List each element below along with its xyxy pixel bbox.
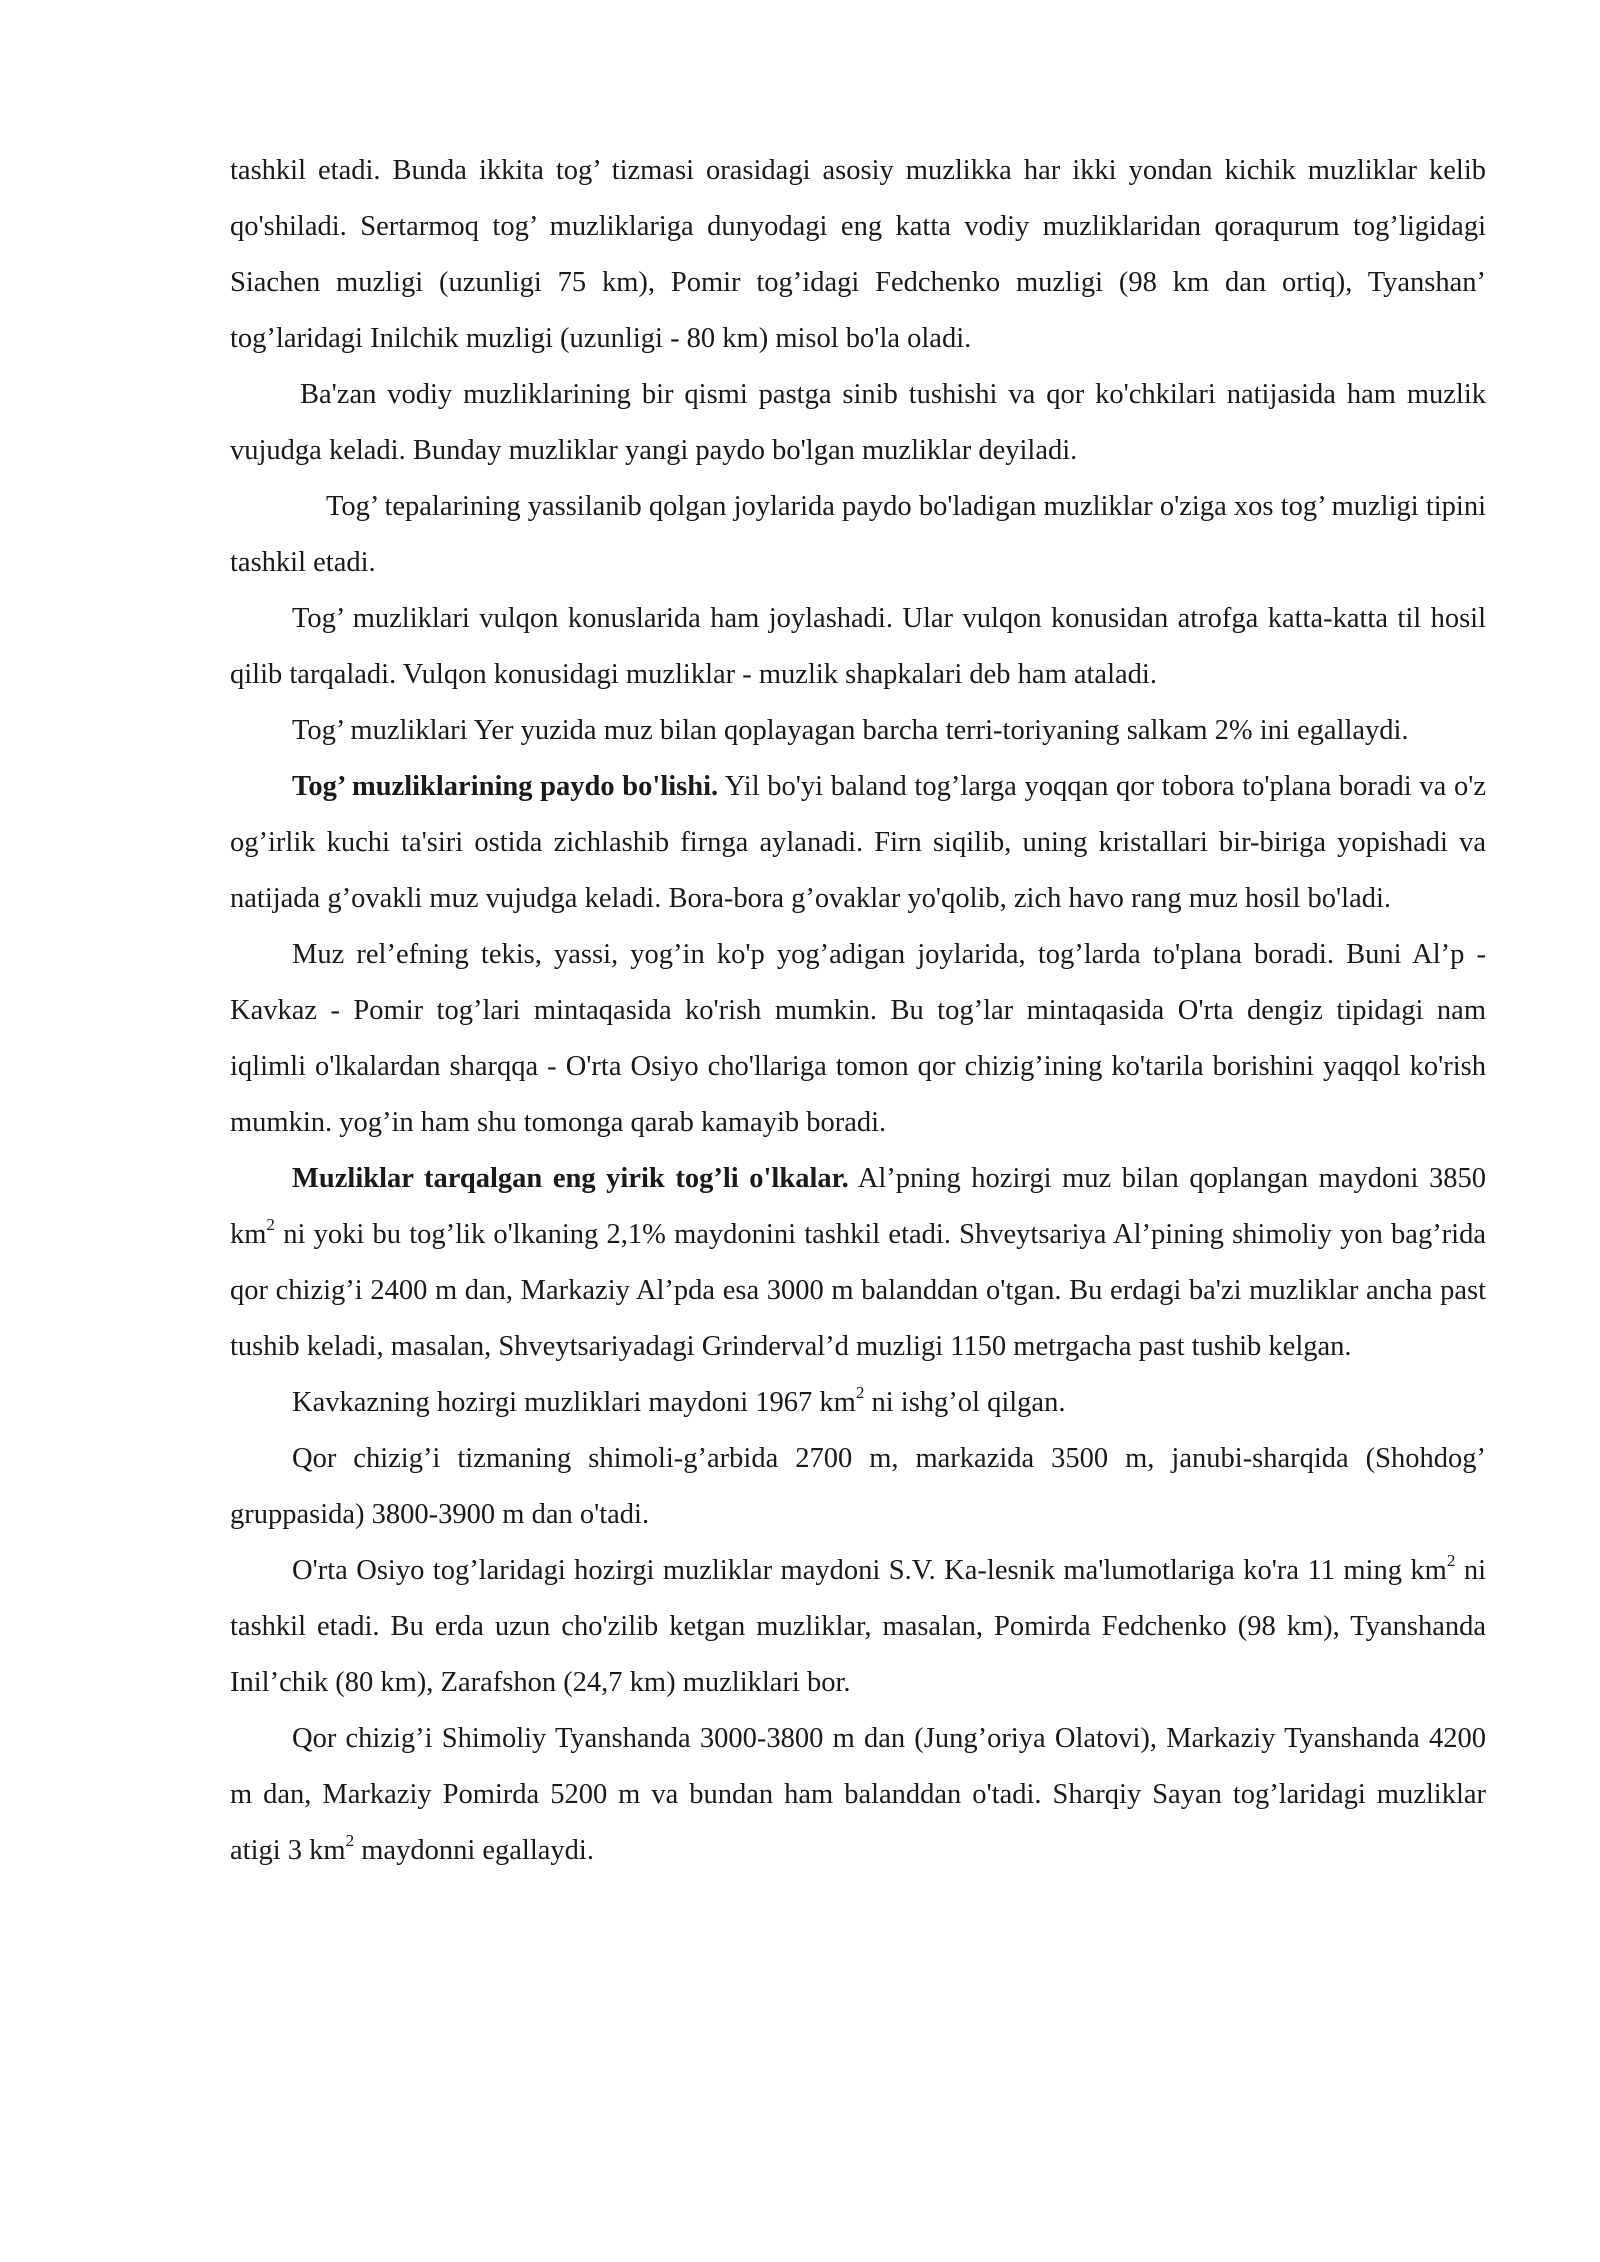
paragraph-12-text-b: maydonni egallaydi.: [354, 1835, 594, 1866]
paragraph-11-text-b: ni tashkil etadi. Bu erda uzun cho'zilib ketgan muzliklar, masalan, Pomirda Fedchenko (98 km), Tyanshanda Inil’chik (80 km), Zarafshon (24,7 km) muzliklari bor.: [230, 1555, 1486, 1698]
superscript: 2: [266, 1215, 275, 1235]
paragraph-11: [230, 1543, 1486, 1711]
paragraph-8-text-b: ni yoki bu tog’lik o'lkaning 2,1% maydonini tashkil etadi. Shveytsariya Al’pining shimoliy yon bag’rida qor chizig’i 2400 m dan, Markaziy Al’pda esa 3000 m balanddan o'tgan. Bu erdagi ba'zi muzliklar ancha past tushib keladi, masalan, Shveytsariyadagi Grinderval’d muzligi 1150 metrgacha past tushib kelgan.: [230, 1219, 1486, 1362]
section-heading-regions: Muzliklar tarqalgan eng yirik tog’li o'lkalar.: [292, 1163, 849, 1194]
paragraph-6: [230, 759, 1486, 927]
paragraph-11-text-a: O'rta Osiyo tog’laridagi hozirgi muzliklar maydoni S.V. Ka-lesnik ma'lumotlariga ko'ra 11 ming km: [292, 1555, 1447, 1586]
paragraph-4: Tog’ muzliklari vulqon konuslarida ham joylashadi. Ular vulqon konusidan atrofga katta-katta til hosil qilib tarqaladi. Vulqon konusidagi muzliklar - muzlik shapkalari deb ham ataladi.: [230, 603, 1486, 690]
paragraph-9: [230, 1375, 1486, 1431]
paragraph-7: Muz rel’efning tekis, yassi, yog’in ko'p yog’adigan joylarida, tog’larda to'plana boradi. Buni Al’p - Kavkaz - Pomir tog’lari mintaqasida ko'rish mumkin. Bu tog’lar mintaqasida O'rta dengiz tipidagi nam iqlimli o'lkalardan sharqqa - O'rta Osiyo cho'llariga tomon qor chizig’ining ko'tarila borishini yaqqol ko'rish mumkin. yog’in ham shu tomonga qarab kamayib boradi.: [230, 939, 1486, 1138]
document-page: [230, 143, 1486, 1879]
superscript: 2: [1446, 1551, 1456, 1571]
paragraph-3: Tog’ tepalarining yassilanib qolgan joylarida paydo bo'ladigan muzliklar o'ziga xos tog’ muzligi tipini tashkil etadi.: [230, 491, 1486, 578]
paragraph-8: [230, 1151, 1486, 1375]
paragraph-8-text-a: Al’pning hozirgi muz bilan qoplangan maydoni 3850 km: [230, 1163, 1486, 1250]
paragraph-2: Ba'zan vodiy muzliklarining bir qismi pastga sinib tushishi va qor ko'chkilari natijasida ham muzlik vujudga keladi. Bunday muzliklar yangi paydo bo'lgan muzliklar deyiladi.: [230, 379, 1486, 466]
superscript: 2: [855, 1383, 865, 1403]
section-heading-origin: Tog’ muzliklarining paydo bo'lishi.: [292, 771, 719, 802]
paragraph-9-text-a: Kavkazning hozirgi muzliklari maydoni 1967 km: [292, 1387, 856, 1418]
paragraph-10: Qor chizig’i tizmaning shimoli-g’arbida 2700 m, markazida 3500 m, janubi-sharqida (Shohdog’ gruppasida) 3800-3900 m dan o'tadi.: [230, 1443, 1486, 1530]
paragraph-9-text-b: ni ishg’ol qilgan.: [864, 1387, 1066, 1418]
paragraph-12-text-a: Qor chizig’i Shimoliy Tyanshanda 3000-3800 m dan (Jung’oriya Olatovi), Markaziy Tyanshanda 4200 m dan, Markaziy Pomirda 5200 m va bundan ham balanddan o'tadi. Sharqiy Sayan tog’laridagi muzliklar atigi 3 km: [230, 1723, 1486, 1866]
paragraph-5: Tog’ muzliklari Yer yuzida muz bilan qoplayagan barcha terri-toriyaning salkam 2% ini egallaydi.: [292, 715, 1409, 746]
paragraph-12: [230, 1711, 1486, 1879]
paragraph-1: tashkil etadi. Bunda ikkita tog’ tizmasi orasidagi asosiy muzlikka har ikki yondan kichik muzliklar kelib qo'shiladi. Sertarmoq tog’ muzliklariga dunyodagi eng katta vodiy muzliklaridan qoraqurum tog’ligidagi Siachen muzligi (uzunligi 75 km), Pomir tog’idagi Fedchenko muzligi (98 km dan ortiq), Tyanshan’ tog’laridagi Inilchik muzligi (uzunligi - 80 km) misol bo'la oladi.: [230, 155, 1486, 354]
superscript: 2: [345, 1831, 355, 1851]
paragraph-6-text: Yil bo'yi baland tog’larga yoqqan qor tobora to'plana boradi va o'z og’irlik kuchi ta'siri ostida zichlashib firnga aylanadi. Firn siqilib, uning kristallari bir-biriga yopishadi va natijada g’ovakli muz vujudga keladi. Bora-bora g’ovaklar yo'qolib, zich havo rang muz hosil bo'ladi.: [230, 771, 1487, 914]
